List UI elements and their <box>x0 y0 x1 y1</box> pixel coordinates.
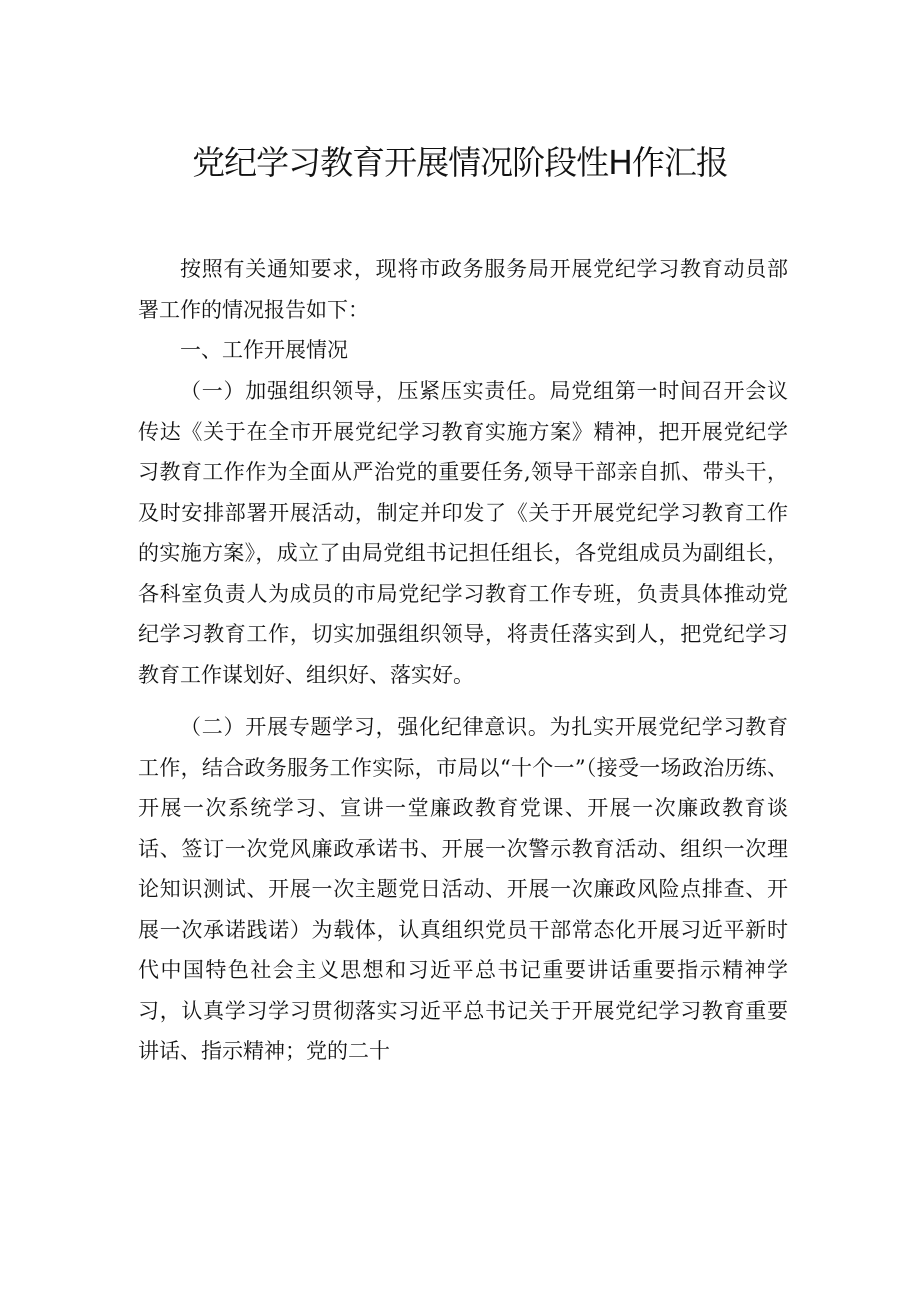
section-heading: 一、工作开展情况 <box>180 338 348 362</box>
intro-paragraph: 按照有关通知要求，现将市政务服务局开展党纪学习教育动员部署工作的情况报告如下： <box>138 257 788 322</box>
document-body <box>138 249 788 1072</box>
paragraph-1: （一）加强组织领导，压紧压实责任。局党组第一时间召开会议传达《关于在全市开展党纪学习教育实施方案》精神，把开展党纪学习教育工作作为全面从严治党的重要任务,领导干部亲自抓、带头干，及时安排部署开展活动，制定并印发了《关于开展党纪学习教育工作的实施方案》，成立了由局党组书记担任组长，各党组成员为副组长，各科室负责人为成员的市局党纪学习教育工作专班，负责具体推动党纪学习教育工作，切实加强组织领导，将责任落实到人，把党纪学习教育工作谋划好、组织好、落实好。 <box>138 379 788 687</box>
document-title: 党纪学习教育开展情况阶段性H作汇报 <box>192 143 728 182</box>
paragraph-spacer <box>138 695 788 707</box>
paragraph-2: （二）开展专题学习，强化纪律意识。为扎实开展党纪学习教育工作，结合政务服务工作实际，市局以“十个一”（接受一场政治历练、开展一次系统学习、宣讲一堂廉政教育党课、开展一次廉政教育谈话、签订一次党风廉政承诺书、开展一次警示教育活动、组织一次理论知识测试、开展一次主题党日活动、开展一次廉政风险点排查、开展一次承诺践诺）为载体，认真组织党员干部常态化开展习近平新时代中国特色社会主义思想和习近平总书记重要讲话重要指示精神学习，认真学习学习贯彻落实习近平总书记关于开展党纪学习教育重要讲话、指示精神；党的二十 <box>138 715 788 1063</box>
